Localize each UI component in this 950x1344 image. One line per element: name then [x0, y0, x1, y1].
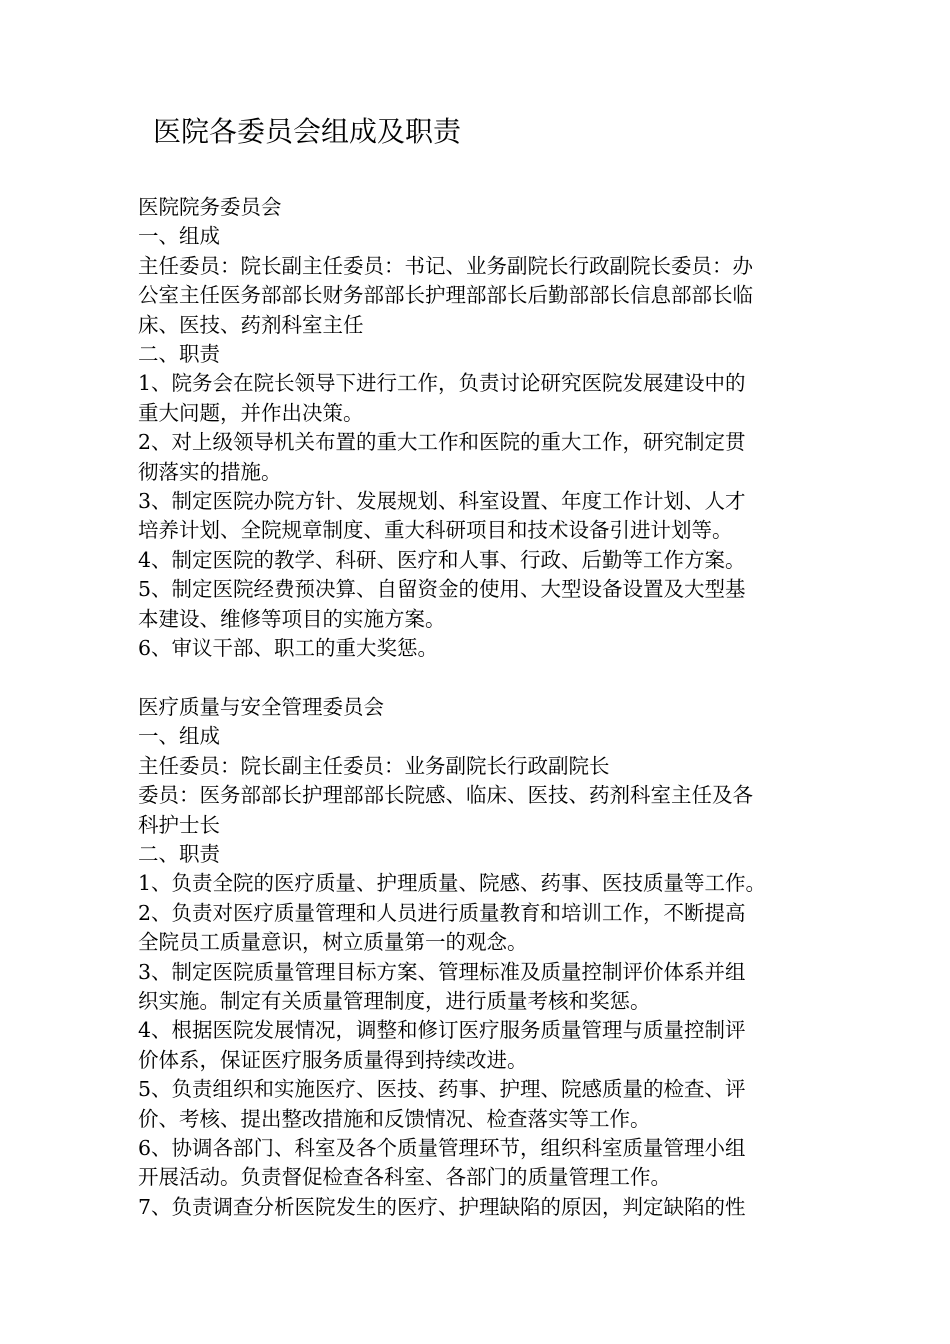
duty-line: 6、协调各部门、科室及各个质量管理环节，组织科室质量管理小组 [138, 1135, 746, 1160]
duty-line: 3、制定医院质量管理目标方案、管理标准及质量控制评价体系并组 [138, 959, 746, 984]
composition-line: 委员：医务部部长护理部部长院感、临床、医技、药剂科室主任及各 [138, 783, 753, 808]
duties-heading: 二、职责 [138, 342, 220, 367]
duty-line: 5、制定医院经费预决算、自留资金的使用、大型设备设置及大型基 [138, 577, 746, 602]
duty-line: 全院员工质量意识，树立质量第一的观念。 [138, 930, 528, 955]
duty-line: 重大问题，并作出决策。 [138, 400, 364, 425]
duty-line: 7、负责调查分析医院发生的医疗、护理缺陷的原因，判定缺陷的性 [138, 1194, 746, 1219]
composition-heading: 一、组成 [138, 224, 220, 249]
document-body [138, 193, 828, 1222]
duty-line: 3、制定医院办院方针、发展规划、科室设置、年度工作计划、人才 [138, 489, 746, 514]
duty-line: 培养计划、全院规章制度、重大科研项目和技术设备引进计划等。 [138, 518, 733, 543]
duty-line: 4、根据医院发展情况，调整和修订医疗服务质量管理与质量控制评 [138, 1018, 746, 1043]
duty-line: 2、负责对医疗质量管理和人员进行质量教育和培训工作，不断提高 [138, 900, 746, 925]
section-title: 医疗质量与安全管理委员会 [138, 694, 384, 719]
duty-line: 4、制定医院的教学、科研、医疗和人事、行政、后勤等工作方案。 [138, 547, 746, 572]
duty-line: 开展活动。负责督促检查各科室、各部门的质量管理工作。 [138, 1165, 671, 1190]
document-title: 医院各委员会组成及职责 [153, 115, 462, 148]
duty-line: 织实施。制定有关质量管理制度，进行质量考核和奖惩。 [138, 988, 651, 1013]
duty-line: 1、院务会在院长领导下进行工作，负责讨论研究医院发展建设中的 [138, 371, 746, 396]
duty-line: 6、审议干部、职工的重大奖惩。 [138, 636, 439, 661]
section-quality-safety-committee [138, 693, 828, 1222]
section-hospital-affairs-committee [138, 193, 828, 664]
duty-line: 5、负责组织和实施医疗、医技、药事、护理、院感质量的检查、评 [138, 1077, 746, 1102]
duty-line: 本建设、维修等项目的实施方案。 [138, 606, 446, 631]
duty-line: 价、考核、提出整改措施和反馈情况、检查落实等工作。 [138, 1106, 651, 1131]
duty-line: 价体系，保证医疗服务质量得到持续改进。 [138, 1047, 528, 1072]
duty-line: 1、负责全院的医疗质量、护理质量、院感、药事、医技质量等工作。 [138, 871, 767, 896]
composition-line: 主任委员：院长副主任委员：业务副院长行政副院长 [138, 753, 610, 778]
composition-heading: 一、组成 [138, 724, 220, 749]
duties-heading: 二、职责 [138, 841, 220, 866]
composition-line: 科护士长 [138, 812, 220, 837]
section-spacer [138, 664, 828, 693]
section-title: 医院院务委员会 [138, 195, 282, 219]
duty-line: 彻落实的措施。 [138, 459, 282, 484]
duty-line: 2、对上级领导机关布置的重大工作和医院的重大工作，研究制定贯 [138, 430, 746, 455]
composition-line: 主任委员：院长副主任委员：书记、业务副院长行政副院长委员：办 [138, 253, 753, 278]
composition-line: 床、医技、药剂科室主任 [138, 312, 364, 337]
composition-line: 公室主任医务部部长财务部部长护理部部长后勤部部长信息部部长临 [138, 283, 753, 308]
